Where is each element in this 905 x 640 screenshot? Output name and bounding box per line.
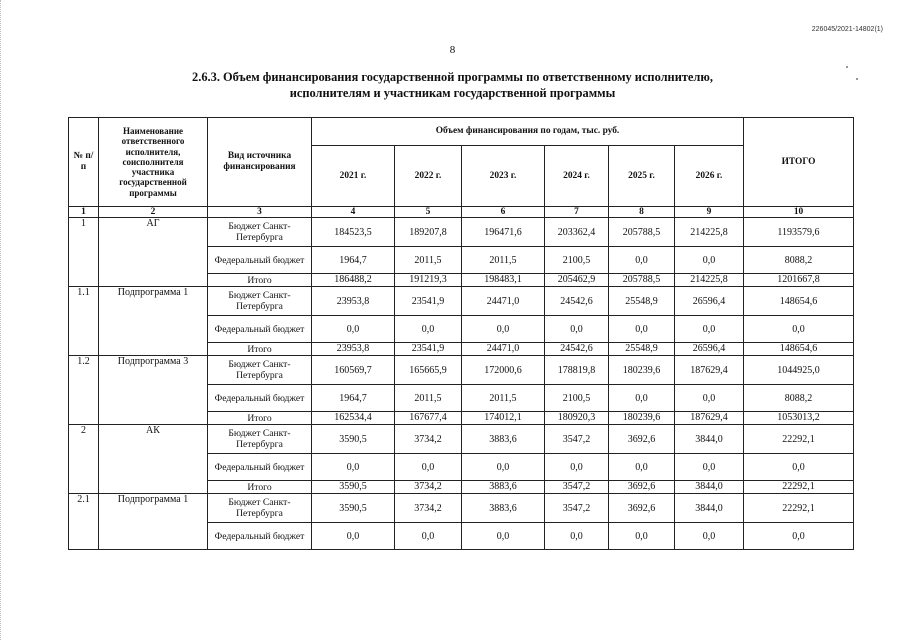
year-value: 165665,9: [395, 356, 462, 385]
year-value: 214225,8: [675, 218, 744, 247]
page-number: 8: [449, 44, 456, 56]
year-value: 25548,9: [609, 343, 675, 356]
header-year: 2023 г.: [462, 146, 545, 207]
executor-name: АК: [99, 425, 208, 494]
year-value: 25548,9: [609, 287, 675, 316]
year-value: 180239,6: [609, 356, 675, 385]
year-value: 3590,5: [312, 494, 395, 523]
year-value: 3883,6: [462, 425, 545, 454]
year-value: 3883,6: [462, 481, 545, 494]
year-value: 184523,5: [312, 218, 395, 247]
page-edge-mark: [0, 0, 3, 640]
year-value: 3547,2: [545, 481, 609, 494]
year-value: 0,0: [395, 454, 462, 481]
total-value: 8088,2: [744, 247, 854, 274]
year-value: 0,0: [462, 523, 545, 550]
funding-source: Бюджет Санкт-Петербурга: [208, 494, 312, 523]
funding-source: Федеральный бюджет: [208, 247, 312, 274]
total-value: 0,0: [744, 316, 854, 343]
total-value: 148654,6: [744, 343, 854, 356]
total-value: 1053013,2: [744, 412, 854, 425]
year-value: 2100,5: [545, 385, 609, 412]
total-value: 22292,1: [744, 425, 854, 454]
year-value: 3692,6: [609, 425, 675, 454]
year-value: 187629,4: [675, 412, 744, 425]
year-value: 0,0: [609, 523, 675, 550]
funding-source: Итого: [208, 412, 312, 425]
year-value: 205788,5: [609, 218, 675, 247]
header-total: ИТОГО: [744, 118, 854, 207]
year-value: 2011,5: [395, 247, 462, 274]
year-value: 24542,6: [545, 343, 609, 356]
year-value: 23541,9: [395, 343, 462, 356]
total-value: 148654,6: [744, 287, 854, 316]
table-row: [69, 287, 854, 316]
year-value: 0,0: [395, 316, 462, 343]
year-value: 0,0: [545, 454, 609, 481]
table-row: [69, 218, 854, 247]
title-line-1: 2.6.3. Объем финансирования государственной программы по ответственному исполнителю,: [192, 70, 713, 84]
year-value: 172000,6: [462, 356, 545, 385]
index-cell: 1: [69, 207, 99, 218]
year-value: 0,0: [462, 316, 545, 343]
header-num: № п/п: [69, 118, 99, 207]
year-value: 3590,5: [312, 425, 395, 454]
header-source: Вид источника финансирования: [208, 118, 312, 207]
funding-source: Итого: [208, 481, 312, 494]
year-value: 26596,4: [675, 287, 744, 316]
table-row: [69, 425, 854, 454]
year-value: 187629,4: [675, 356, 744, 385]
index-cell: 10: [744, 207, 854, 218]
year-value: 23953,8: [312, 343, 395, 356]
funding-source: Федеральный бюджет: [208, 385, 312, 412]
year-value: 214225,8: [675, 274, 744, 287]
year-value: 3547,2: [545, 425, 609, 454]
year-value: 160569,7: [312, 356, 395, 385]
header-year: 2024 г.: [545, 146, 609, 207]
total-value: 1044925,0: [744, 356, 854, 385]
year-value: 162534,4: [312, 412, 395, 425]
year-value: 3734,2: [395, 425, 462, 454]
row-number: 2.1: [69, 494, 99, 550]
year-value: 3734,2: [395, 481, 462, 494]
year-value: 3844,0: [675, 481, 744, 494]
funding-source: Федеральный бюджет: [208, 454, 312, 481]
year-value: 191219,3: [395, 274, 462, 287]
year-value: 1964,7: [312, 385, 395, 412]
year-value: 3692,6: [609, 481, 675, 494]
row-number: 1: [69, 218, 99, 287]
funding-source: Итого: [208, 343, 312, 356]
year-value: 3590,5: [312, 481, 395, 494]
row-number: 1.2: [69, 356, 99, 425]
year-value: 0,0: [609, 247, 675, 274]
total-value: 22292,1: [744, 494, 854, 523]
year-value: 23953,8: [312, 287, 395, 316]
year-value: 2011,5: [462, 247, 545, 274]
year-value: 198483,1: [462, 274, 545, 287]
funding-source: Федеральный бюджет: [208, 523, 312, 550]
year-value: 24471,0: [462, 287, 545, 316]
year-value: 24471,0: [462, 343, 545, 356]
year-value: 2100,5: [545, 247, 609, 274]
index-cell: 7: [545, 207, 609, 218]
year-value: 180239,6: [609, 412, 675, 425]
section-title: [60, 69, 845, 101]
funding-source: Бюджет Санкт-Петербурга: [208, 425, 312, 454]
row-number: 1.1: [69, 287, 99, 356]
header-funding: Объем финансирования по годам, тыс. руб.: [312, 118, 744, 146]
year-value: 1964,7: [312, 247, 395, 274]
year-value: 24542,6: [545, 287, 609, 316]
scan-speck: [856, 78, 858, 80]
total-value: 0,0: [744, 523, 854, 550]
year-value: 186488,2: [312, 274, 395, 287]
index-cell: 8: [609, 207, 675, 218]
year-value: 0,0: [609, 385, 675, 412]
table-body: [69, 218, 854, 550]
year-value: 0,0: [545, 523, 609, 550]
table-row: [69, 494, 854, 523]
financing-table: [68, 117, 854, 550]
year-value: 3883,6: [462, 494, 545, 523]
total-value: 1193579,6: [744, 218, 854, 247]
index-cell: 5: [395, 207, 462, 218]
year-value: 0,0: [675, 316, 744, 343]
year-value: 3844,0: [675, 494, 744, 523]
header-year: 2022 г.: [395, 146, 462, 207]
header-name: Наименование ответственного исполнителя, соисполнителя участника государственной программы: [99, 118, 208, 207]
year-value: 0,0: [675, 454, 744, 481]
year-value: 205462,9: [545, 274, 609, 287]
funding-source: Федеральный бюджет: [208, 316, 312, 343]
year-value: 0,0: [312, 523, 395, 550]
year-value: 2011,5: [395, 385, 462, 412]
title-line-2: исполнителям и участникам государственной программы: [289, 86, 616, 100]
year-value: 0,0: [675, 385, 744, 412]
year-value: 3844,0: [675, 425, 744, 454]
funding-source: Бюджет Санкт-Петербурга: [208, 218, 312, 247]
header-year: 2025 г.: [609, 146, 675, 207]
year-value: 174012,1: [462, 412, 545, 425]
index-cell: 4: [312, 207, 395, 218]
executor-name: Подпрограмма 3: [99, 356, 208, 425]
funding-source: Бюджет Санкт-Петербурга: [208, 287, 312, 316]
index-cell: 2: [99, 207, 208, 218]
table-row: [69, 356, 854, 385]
total-value: 0,0: [744, 454, 854, 481]
index-cell: 9: [675, 207, 744, 218]
year-value: 180920,3: [545, 412, 609, 425]
year-value: 205788,5: [609, 274, 675, 287]
header-year: 2026 г.: [675, 146, 744, 207]
year-value: 0,0: [312, 316, 395, 343]
year-value: 0,0: [609, 454, 675, 481]
year-value: 3547,2: [545, 494, 609, 523]
executor-name: Подпрограмма 1: [99, 287, 208, 356]
document-id: 226045/2021-14802(1): [811, 26, 883, 33]
year-value: 167677,4: [395, 412, 462, 425]
year-value: 189207,8: [395, 218, 462, 247]
funding-source: Бюджет Санкт-Петербурга: [208, 356, 312, 385]
year-value: 0,0: [675, 247, 744, 274]
index-cell: 3: [208, 207, 312, 218]
year-value: 26596,4: [675, 343, 744, 356]
year-value: 0,0: [545, 316, 609, 343]
year-value: 23541,9: [395, 287, 462, 316]
year-value: 0,0: [609, 316, 675, 343]
executor-name: Подпрограмма 1: [99, 494, 208, 550]
year-value: 3734,2: [395, 494, 462, 523]
year-value: 0,0: [395, 523, 462, 550]
executor-name: АГ: [99, 218, 208, 287]
year-value: 0,0: [462, 454, 545, 481]
funding-source: Итого: [208, 274, 312, 287]
year-value: 0,0: [312, 454, 395, 481]
year-value: 203362,4: [545, 218, 609, 247]
year-value: 196471,6: [462, 218, 545, 247]
total-value: 22292,1: [744, 481, 854, 494]
year-value: 0,0: [675, 523, 744, 550]
header-year: 2021 г.: [312, 146, 395, 207]
total-value: 1201667,8: [744, 274, 854, 287]
index-cell: 6: [462, 207, 545, 218]
total-value: 8088,2: [744, 385, 854, 412]
year-value: 178819,8: [545, 356, 609, 385]
year-value: 3692,6: [609, 494, 675, 523]
year-value: 2011,5: [462, 385, 545, 412]
scan-speck: [846, 66, 848, 68]
row-number: 2: [69, 425, 99, 494]
